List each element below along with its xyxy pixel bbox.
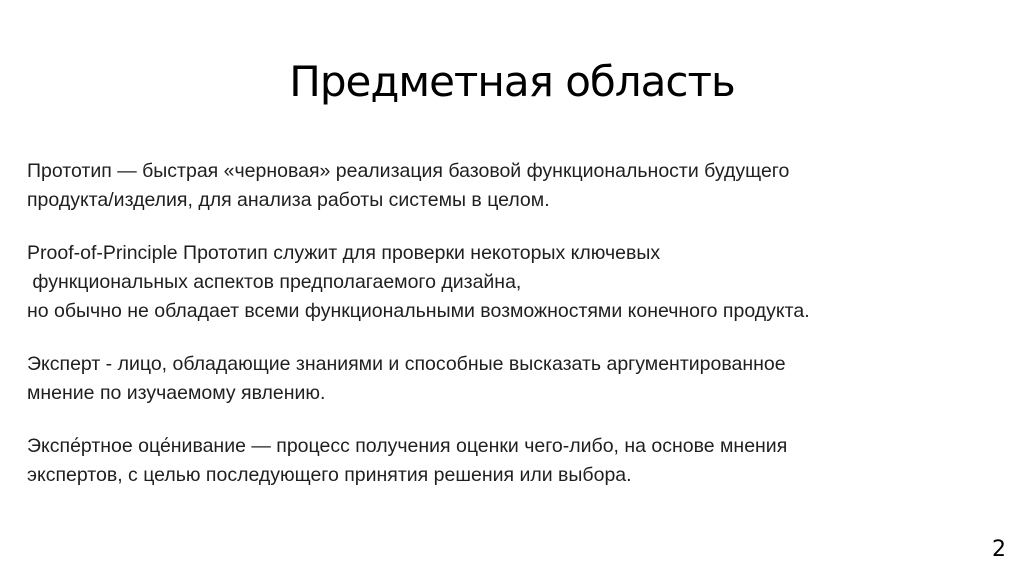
slide-title: Предметная область xyxy=(289,57,735,106)
paragraph-line: экспертов, с целью последующего принятия решения или выбора. xyxy=(27,464,632,486)
paragraph-line: но обычно не обладает всеми функциональными возможностями конечного продукта. xyxy=(27,300,810,322)
paragraph-line: мнение по изучаемому явлению. xyxy=(27,382,326,404)
paragraph-line: Proof-of-Principle Прототип служит для проверки некоторых ключевых xyxy=(27,242,661,264)
paragraph-line: функциональных аспектов предполагаемого дизайна, xyxy=(27,271,522,293)
paragraph-prototype-definition xyxy=(27,157,1007,215)
paragraph-expert-definition xyxy=(27,350,1007,408)
paragraph-proof-of-principle xyxy=(27,239,1007,326)
paragraph-line: Эксперт - лицо, обладающие знаниями и способные высказать аргументированное xyxy=(27,353,786,375)
slide-body xyxy=(27,157,1007,490)
paragraph-expert-evaluation xyxy=(27,432,1007,490)
page-number: 2 xyxy=(992,537,1006,562)
paragraph-line: Экспе́ртное оце́нивание — процесс получения оценки чего-либо, на основе мнения xyxy=(27,435,788,457)
paragraph-line: продукта/изделия, для анализа работы системы в целом. xyxy=(27,189,550,211)
paragraph-line: Прототип — быстрая «черновая» реализация базовой функциональности будущего xyxy=(27,160,790,182)
